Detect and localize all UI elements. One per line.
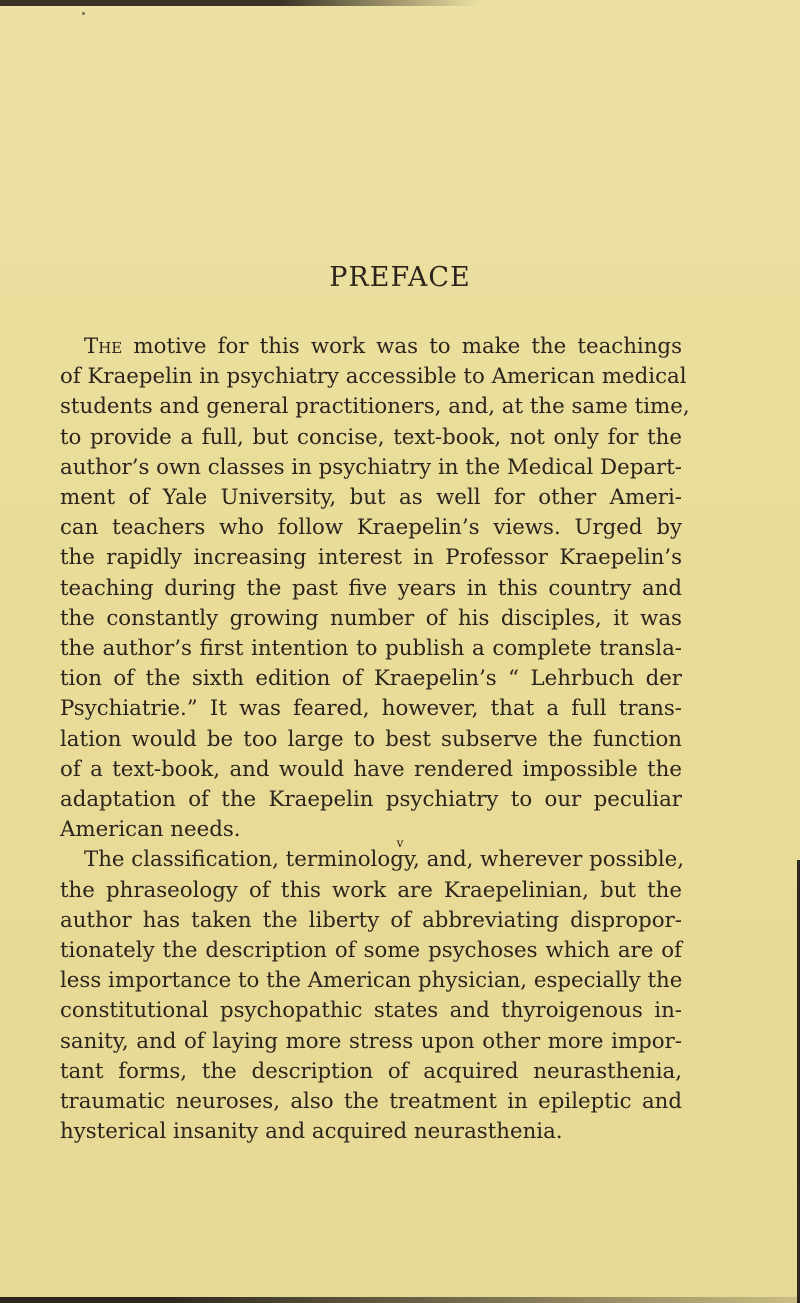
text-line: traumatic neuroses, also the treatment in epileptic and	[60, 1089, 682, 1115]
text-line: author’s own classes in psychiatry in the Medical Depart-	[60, 454, 682, 480]
text-line: tionately the description of some psychoses which are of	[60, 938, 682, 964]
text-line: students and general practitioners, and, at the same time,	[60, 394, 690, 420]
text-line: The classification, terminology, and, wherever possible,	[84, 847, 685, 873]
text-line: tant forms, the description of acquired neurasthenia,	[60, 1058, 682, 1084]
text-line: to provide a full, but concise, text-book, not only for the	[60, 424, 682, 450]
text-line: lation would be too large to best subserve the function	[60, 726, 682, 752]
text-line: hysterical insanity and acquired neurasthenia.	[60, 1119, 563, 1145]
text-line: the rapidly increasing interest in Professor Kraepelin’s	[60, 545, 682, 571]
text-line: the constantly growing number of his disciples, it was	[60, 605, 682, 631]
text-line: ment of Yale University, but as well for other Ameri-	[60, 485, 682, 511]
text-line: can teachers who follow Kraepelin’s views. Urged by	[60, 515, 682, 541]
text-line: sanity, and of laying more stress upon other more impor-	[60, 1028, 682, 1054]
text-line: Psychiatrie.” It was feared, however, that a full trans-	[60, 696, 682, 722]
paper-speck	[82, 12, 85, 15]
text-line: American needs.	[60, 817, 241, 843]
text-line: adaptation of the Kraepelin psychiatry to our peculiar	[60, 787, 682, 813]
text-line: The motive for this work was to make the teachings	[84, 334, 682, 359]
paragraph-2	[60, 845, 685, 1147]
preface-body	[60, 332, 690, 1147]
page-number: v	[396, 836, 404, 850]
text-line: the author’s first intention to publish a complete transla-	[60, 636, 682, 662]
paragraph-1	[60, 332, 690, 845]
scan-bottom-edge	[0, 1297, 800, 1303]
text-line: constitutional psychopathic states and thyroigenous in-	[60, 998, 682, 1024]
text-line: author has taken the liberty of abbreviating dispropor-	[60, 907, 682, 933]
text-line: the phraseology of this work are Kraepelinian, but the	[60, 877, 682, 903]
text-line: of Kraepelin in psychiatry accessible to American medical	[60, 364, 687, 390]
lead-word: The	[84, 334, 123, 359]
text-line: tion of the sixth edition of Kraepelin’s “ Lehrbuch der	[60, 666, 682, 692]
text-line: less importance to the American physician, especially the	[60, 968, 683, 994]
page-title: PREFACE	[329, 262, 471, 293]
scan-top-edge	[0, 0, 800, 6]
text-line: teaching during the past five years in this country and	[60, 575, 682, 601]
text-line: of a text-book, and would have rendered impossible the	[60, 756, 682, 782]
